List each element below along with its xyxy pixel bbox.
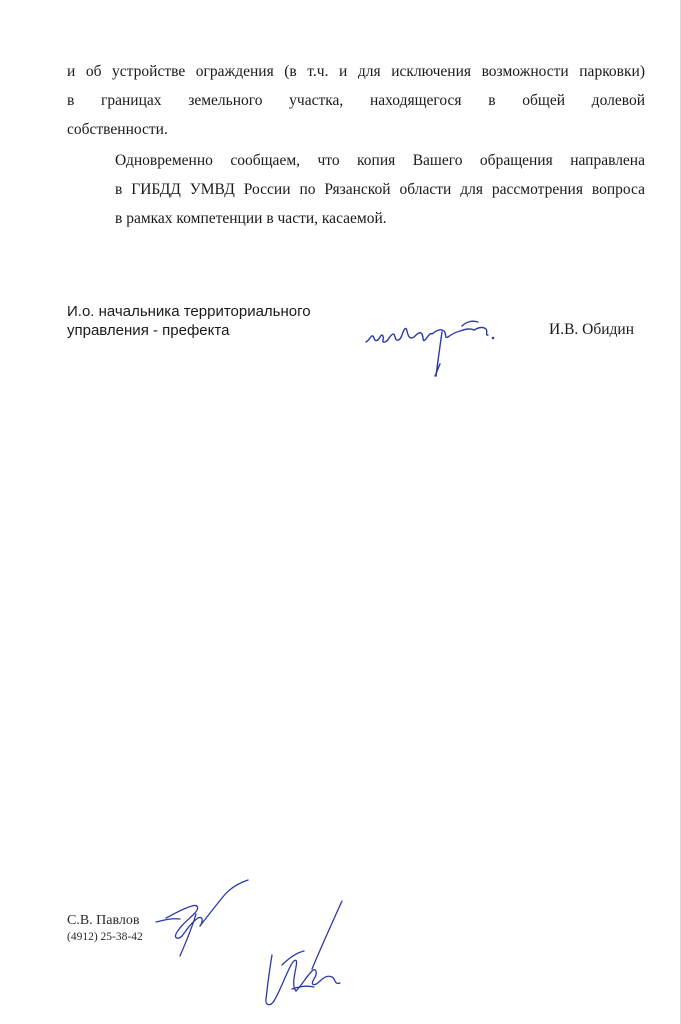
- signatory-position-line-1: И.о. начальника территориального: [67, 303, 311, 320]
- executor-signature-mark: [136, 878, 256, 958]
- signatory-name: И.В. Обидин: [549, 321, 635, 338]
- paragraph-1-line-2: в границах земельного участка, находящегося в общей долевой: [67, 92, 645, 109]
- executor-phone: (4912) 25-38-42: [67, 931, 143, 943]
- signatory-position: [67, 302, 311, 340]
- paragraph-2: [67, 146, 645, 233]
- handwritten-signature: [362, 304, 512, 384]
- approval-signature-mark: [252, 895, 352, 1015]
- signatory-position-line-2: управления - префекта: [67, 322, 230, 339]
- executor-name: С.В. Павлов: [67, 913, 140, 928]
- paragraph-1-line-3: собственности.: [67, 121, 168, 138]
- paragraph-2-line-3: в рамках компетенции в части, касаемой.: [115, 210, 387, 227]
- paragraph-1: [67, 57, 645, 144]
- executor-block: [67, 912, 143, 945]
- paragraph-2-line-1: Одновременно сообщаем, что копия Вашего обращения направлена: [115, 152, 645, 169]
- paragraph-2-line-2: в ГИБДД УМВД России по Рязанской области для рассмотрения вопроса: [115, 181, 645, 198]
- paragraph-1-line-1: и об устройстве ограждения (в т.ч. и для исключения возможности парковки): [67, 63, 645, 80]
